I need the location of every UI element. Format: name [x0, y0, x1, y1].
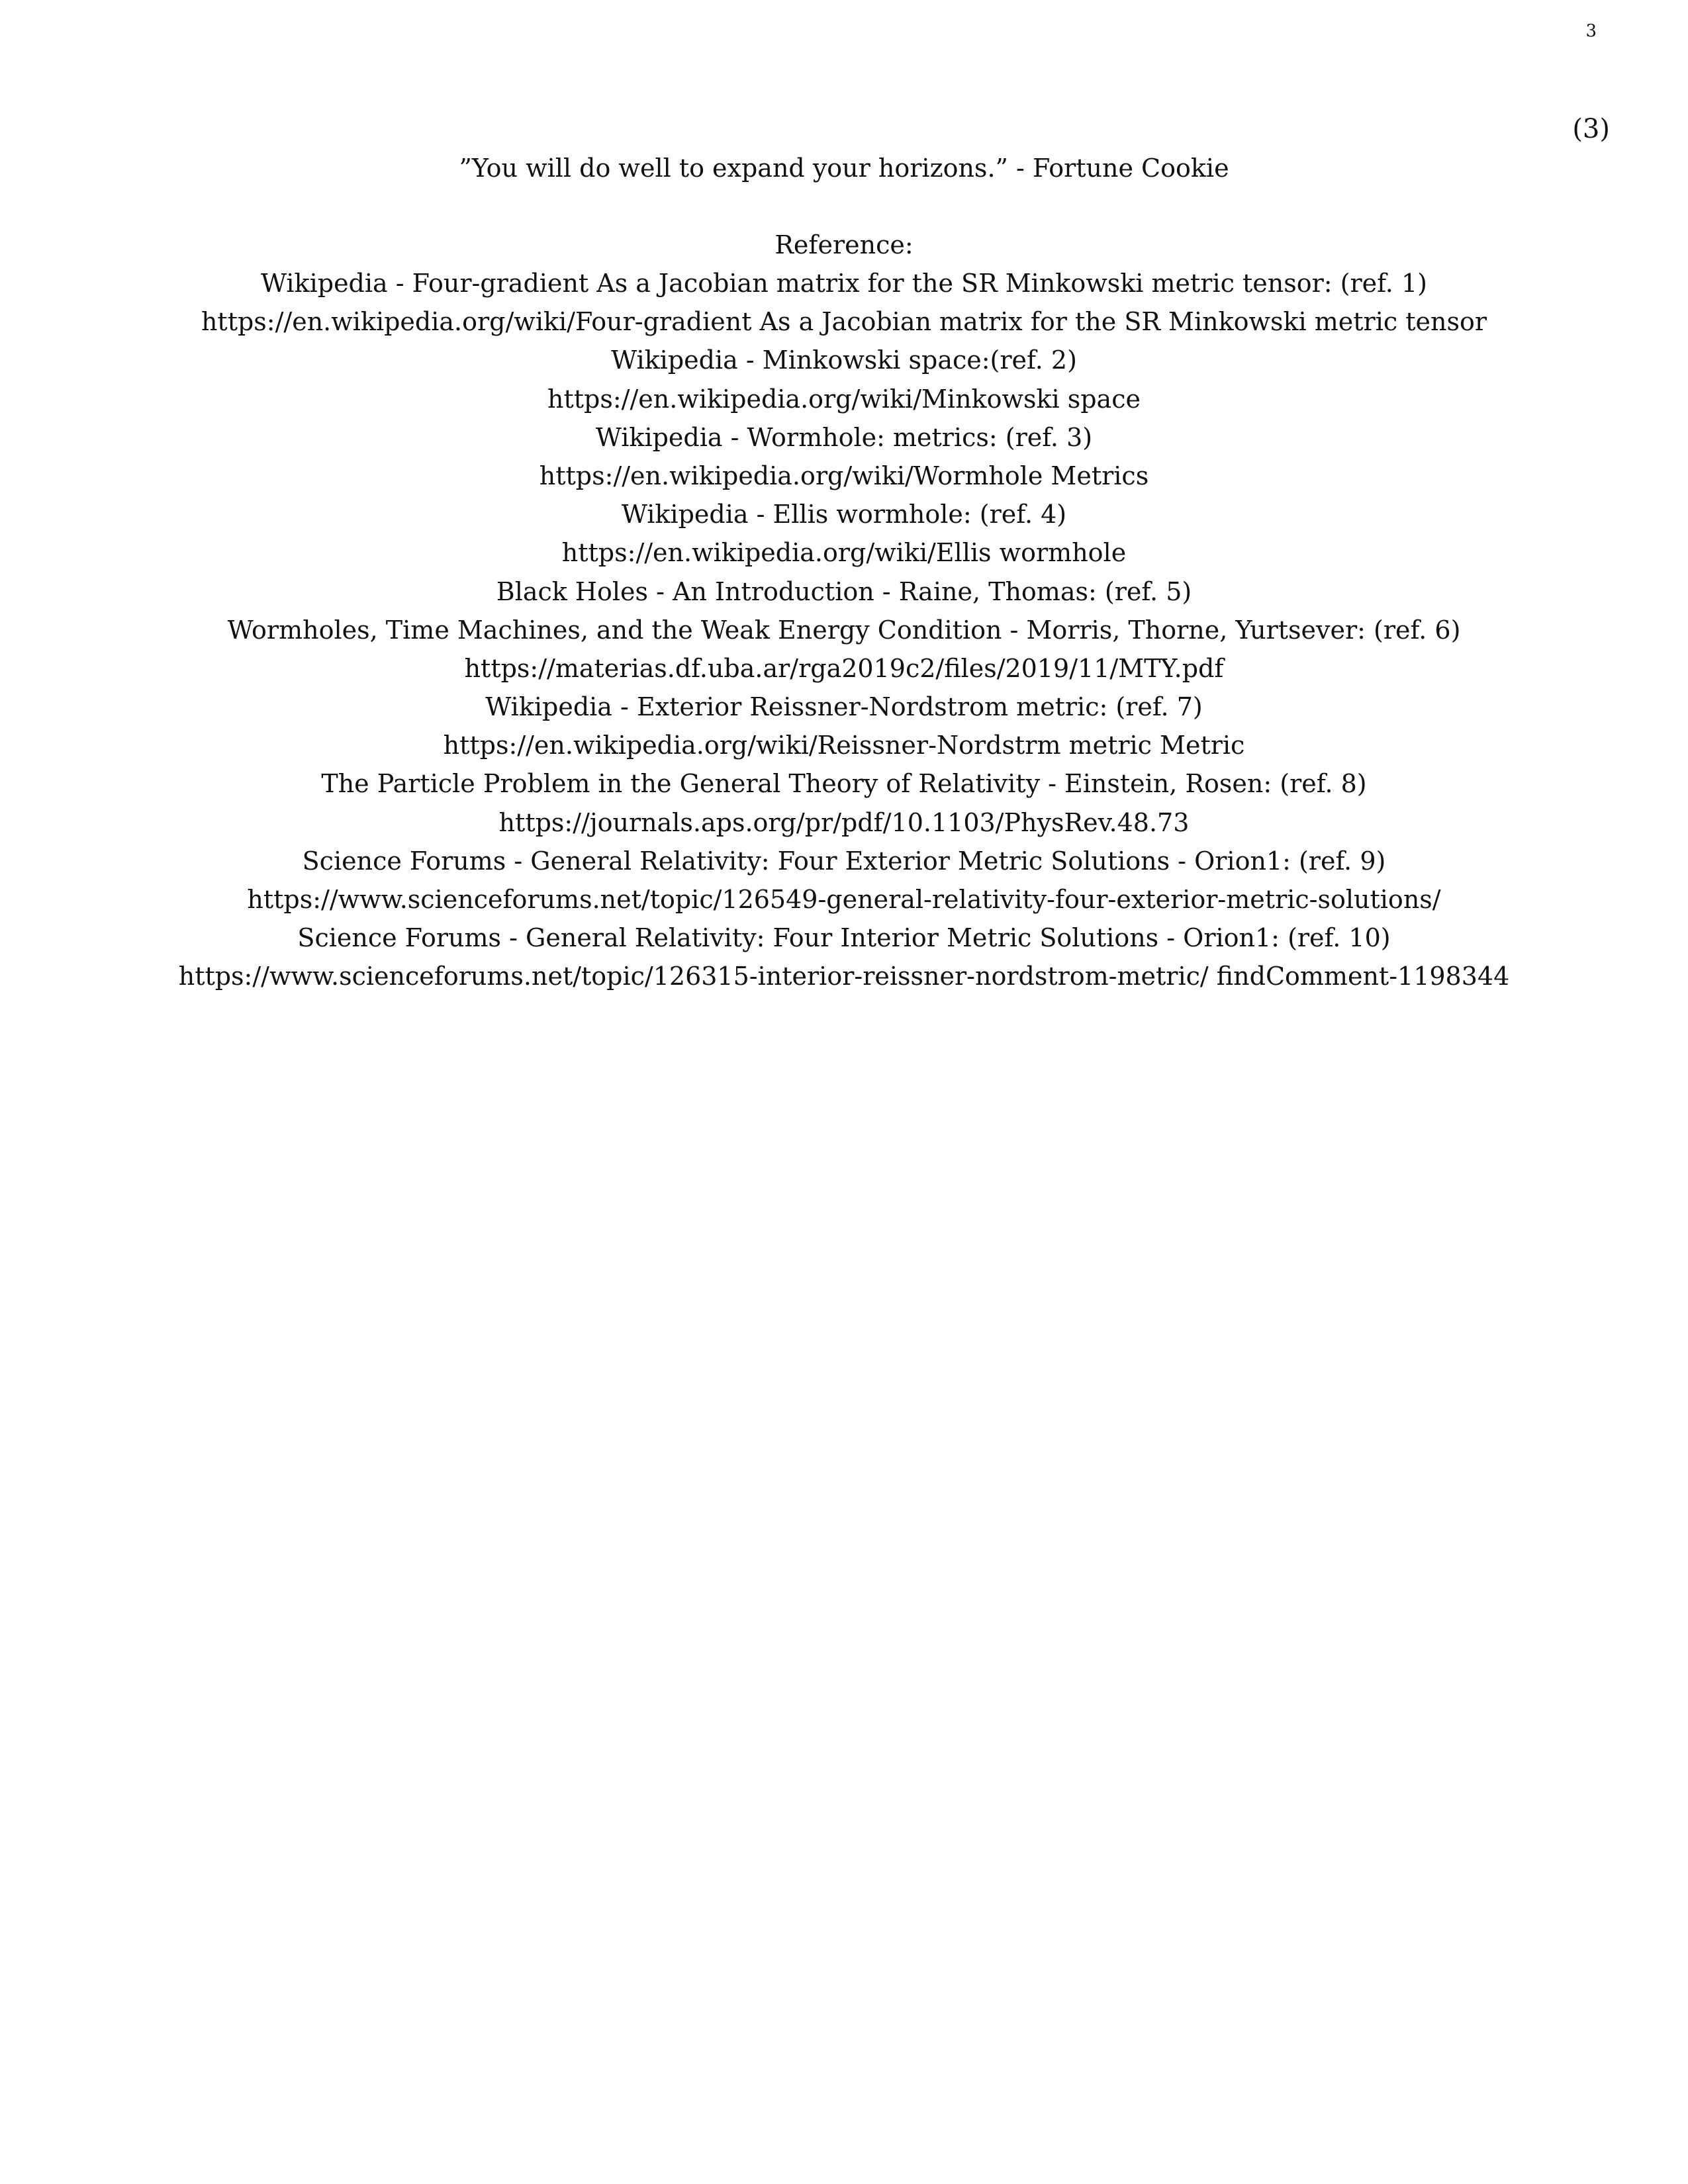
reference-url-3[interactable]: https://en.wikipedia.org/wiki/Wormhole Metrics: [539, 461, 1149, 490]
reference-title-6: Wormholes, Time Machines, and the Weak Energy Condition - Morris, Thorne, Yurtsever: (ref. 6): [227, 615, 1461, 645]
reference-url-9[interactable]: https://www.scienceforums.net/topic/126549-general-relativity-four-exterior-metric-solutions/: [247, 885, 1441, 914]
equation-number: (3): [1572, 114, 1610, 144]
page-number: 3: [1585, 21, 1597, 41]
reference-title-9: Science Forums - General Relativity: Four Exterior Metric Solutions - Orion1: (ref. 9): [302, 846, 1386, 876]
reference-url-6[interactable]: https://materias.df.uba.ar/rga2019c2/files/2019/11/MTY.pdf: [464, 653, 1224, 683]
reference-url-10[interactable]: https://www.scienceforums.net/topic/126315-interior-reissner-nordstrom-metric/ findComment-1198344: [178, 962, 1510, 991]
reference-title-1: Wikipedia - Four-gradient As a Jacobian matrix for the SR Minkowski metric tensor: (ref. 1): [261, 269, 1427, 298]
reference-url-2[interactable]: https://en.wikipedia.org/wiki/Minkowski space: [547, 384, 1141, 414]
reference-title-3: Wikipedia - Wormhole: metrics: (ref. 3): [595, 422, 1093, 452]
page-content: [0, 149, 1688, 996]
reference-url-1[interactable]: https://en.wikipedia.org/wiki/Four-gradient As a Jacobian matrix for the SR Minkowski metric tensor: [201, 307, 1487, 337]
fortune-cookie-quote: ”You will do well to expand your horizons.” - Fortune Cookie: [459, 154, 1229, 183]
reference-title-5: Black Holes - An Introduction - Raine, Thomas: (ref. 5): [496, 576, 1192, 606]
reference-url-8[interactable]: https://journals.aps.org/pr/pdf/10.1103/PhysRev.48.73: [498, 807, 1190, 837]
reference-title-7: Wikipedia - Exterior Reissner-Nordstrom metric: (ref. 7): [485, 692, 1203, 722]
reference-list: [0, 264, 1688, 996]
reference-url-7[interactable]: https://en.wikipedia.org/wiki/Reissner-Nordstrm metric Metric: [443, 731, 1245, 760]
reference-url-4[interactable]: https://en.wikipedia.org/wiki/Ellis wormhole: [561, 538, 1127, 568]
reference-title-8: The Particle Problem in the General Theory of Relativity - Einstein, Rosen: (ref. 8): [321, 769, 1367, 799]
reference-title-4: Wikipedia - Ellis wormhole: (ref. 4): [621, 500, 1067, 529]
reference-title-10: Science Forums - General Relativity: Four Interior Metric Solutions - Orion1: (ref. 10): [297, 923, 1391, 953]
reference-title-2: Wikipedia - Minkowski space:(ref. 2): [611, 345, 1077, 375]
references-heading: Reference:: [774, 230, 914, 259]
